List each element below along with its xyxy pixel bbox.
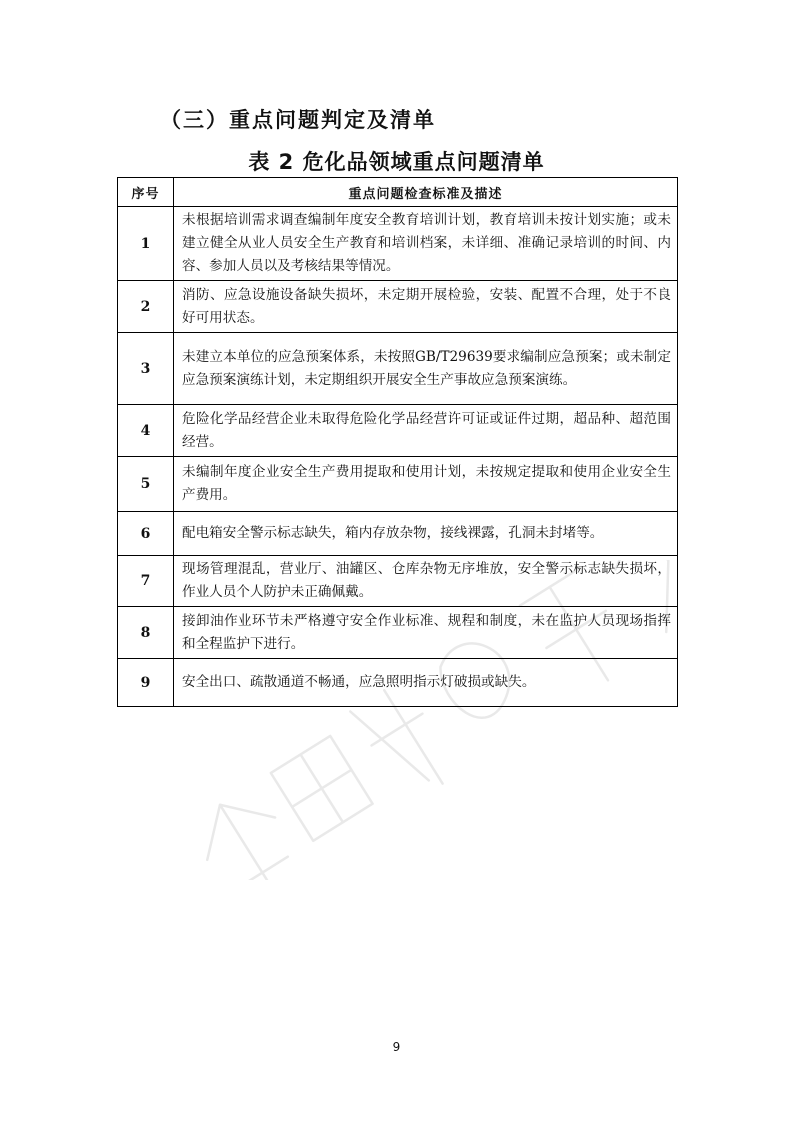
- page-number: 9: [392, 1040, 401, 1054]
- row-description: 未建立本单位的应急预案体系，未按照GB/T29639要求编制应急预案；或未制定应急预案演练计划，未定期组织开展安全生产事故应急预案演练。: [174, 333, 678, 405]
- table-row: [118, 512, 678, 556]
- table-row: [118, 457, 678, 512]
- row-index: 2: [118, 281, 174, 333]
- table-row: [118, 333, 678, 405]
- table-row: [118, 659, 678, 707]
- table-row: [118, 556, 678, 607]
- row-description: 安全出口、疏散通道不畅通，应急照明指示灯破损或缺失。: [174, 659, 678, 707]
- row-description: 危险化学品经营企业未取得危险化学品经营许可证或证件过期，超品种、超范围经营。: [174, 405, 678, 457]
- row-index: 5: [118, 457, 174, 512]
- table-row: [118, 207, 678, 281]
- table-row: [118, 405, 678, 457]
- row-index: 3: [118, 333, 174, 405]
- row-index: 6: [118, 512, 174, 556]
- table-title: 表 2 危化品领域重点问题清单: [248, 150, 545, 174]
- row-index: 4: [118, 405, 174, 457]
- row-index: 7: [118, 556, 174, 607]
- table-row: [118, 607, 678, 659]
- header-index: 序号: [118, 178, 174, 207]
- row-index: 9: [118, 659, 174, 707]
- header-description: 重点问题检查标准及描述: [174, 178, 678, 207]
- row-index: 1: [118, 207, 174, 281]
- row-description: 接卸油作业环节未严格遵守安全作业标准、规程和制度，未在监护人员现场指挥和全程监护下进行。: [174, 607, 678, 659]
- section-title: （三）重点问题判定及清单: [160, 108, 436, 132]
- row-description: 未编制年度企业安全生产费用提取和使用计划，未按规定提取和使用企业安全生产费用。: [174, 457, 678, 512]
- row-description: 配电箱安全警示标志缺失，箱内存放杂物，接线裸露，孔洞未封堵等。: [174, 512, 678, 556]
- row-index: 8: [118, 607, 174, 659]
- row-description: 未根据培训需求调查编制年度安全教育培训计划，教育培训未按计划实施；或未建立健全从业人员安全生产教育和培训档案，未详细、准确记录培训的时间、内容、参加人员以及考核结果等情况。: [174, 207, 678, 281]
- table-header-row: [118, 178, 678, 207]
- table-row: [118, 281, 678, 333]
- row-description: 现场管理混乱，营业厅、油罐区、仓库杂物无序堆放，安全警示标志缺失损坏，作业人员个人防护未正确佩戴。: [174, 556, 678, 607]
- row-description: 消防、应急设施设备缺失损坏，未定期开展检验，安装、配置不合理，处于不良好可用状态。: [174, 281, 678, 333]
- issues-table: [117, 177, 678, 707]
